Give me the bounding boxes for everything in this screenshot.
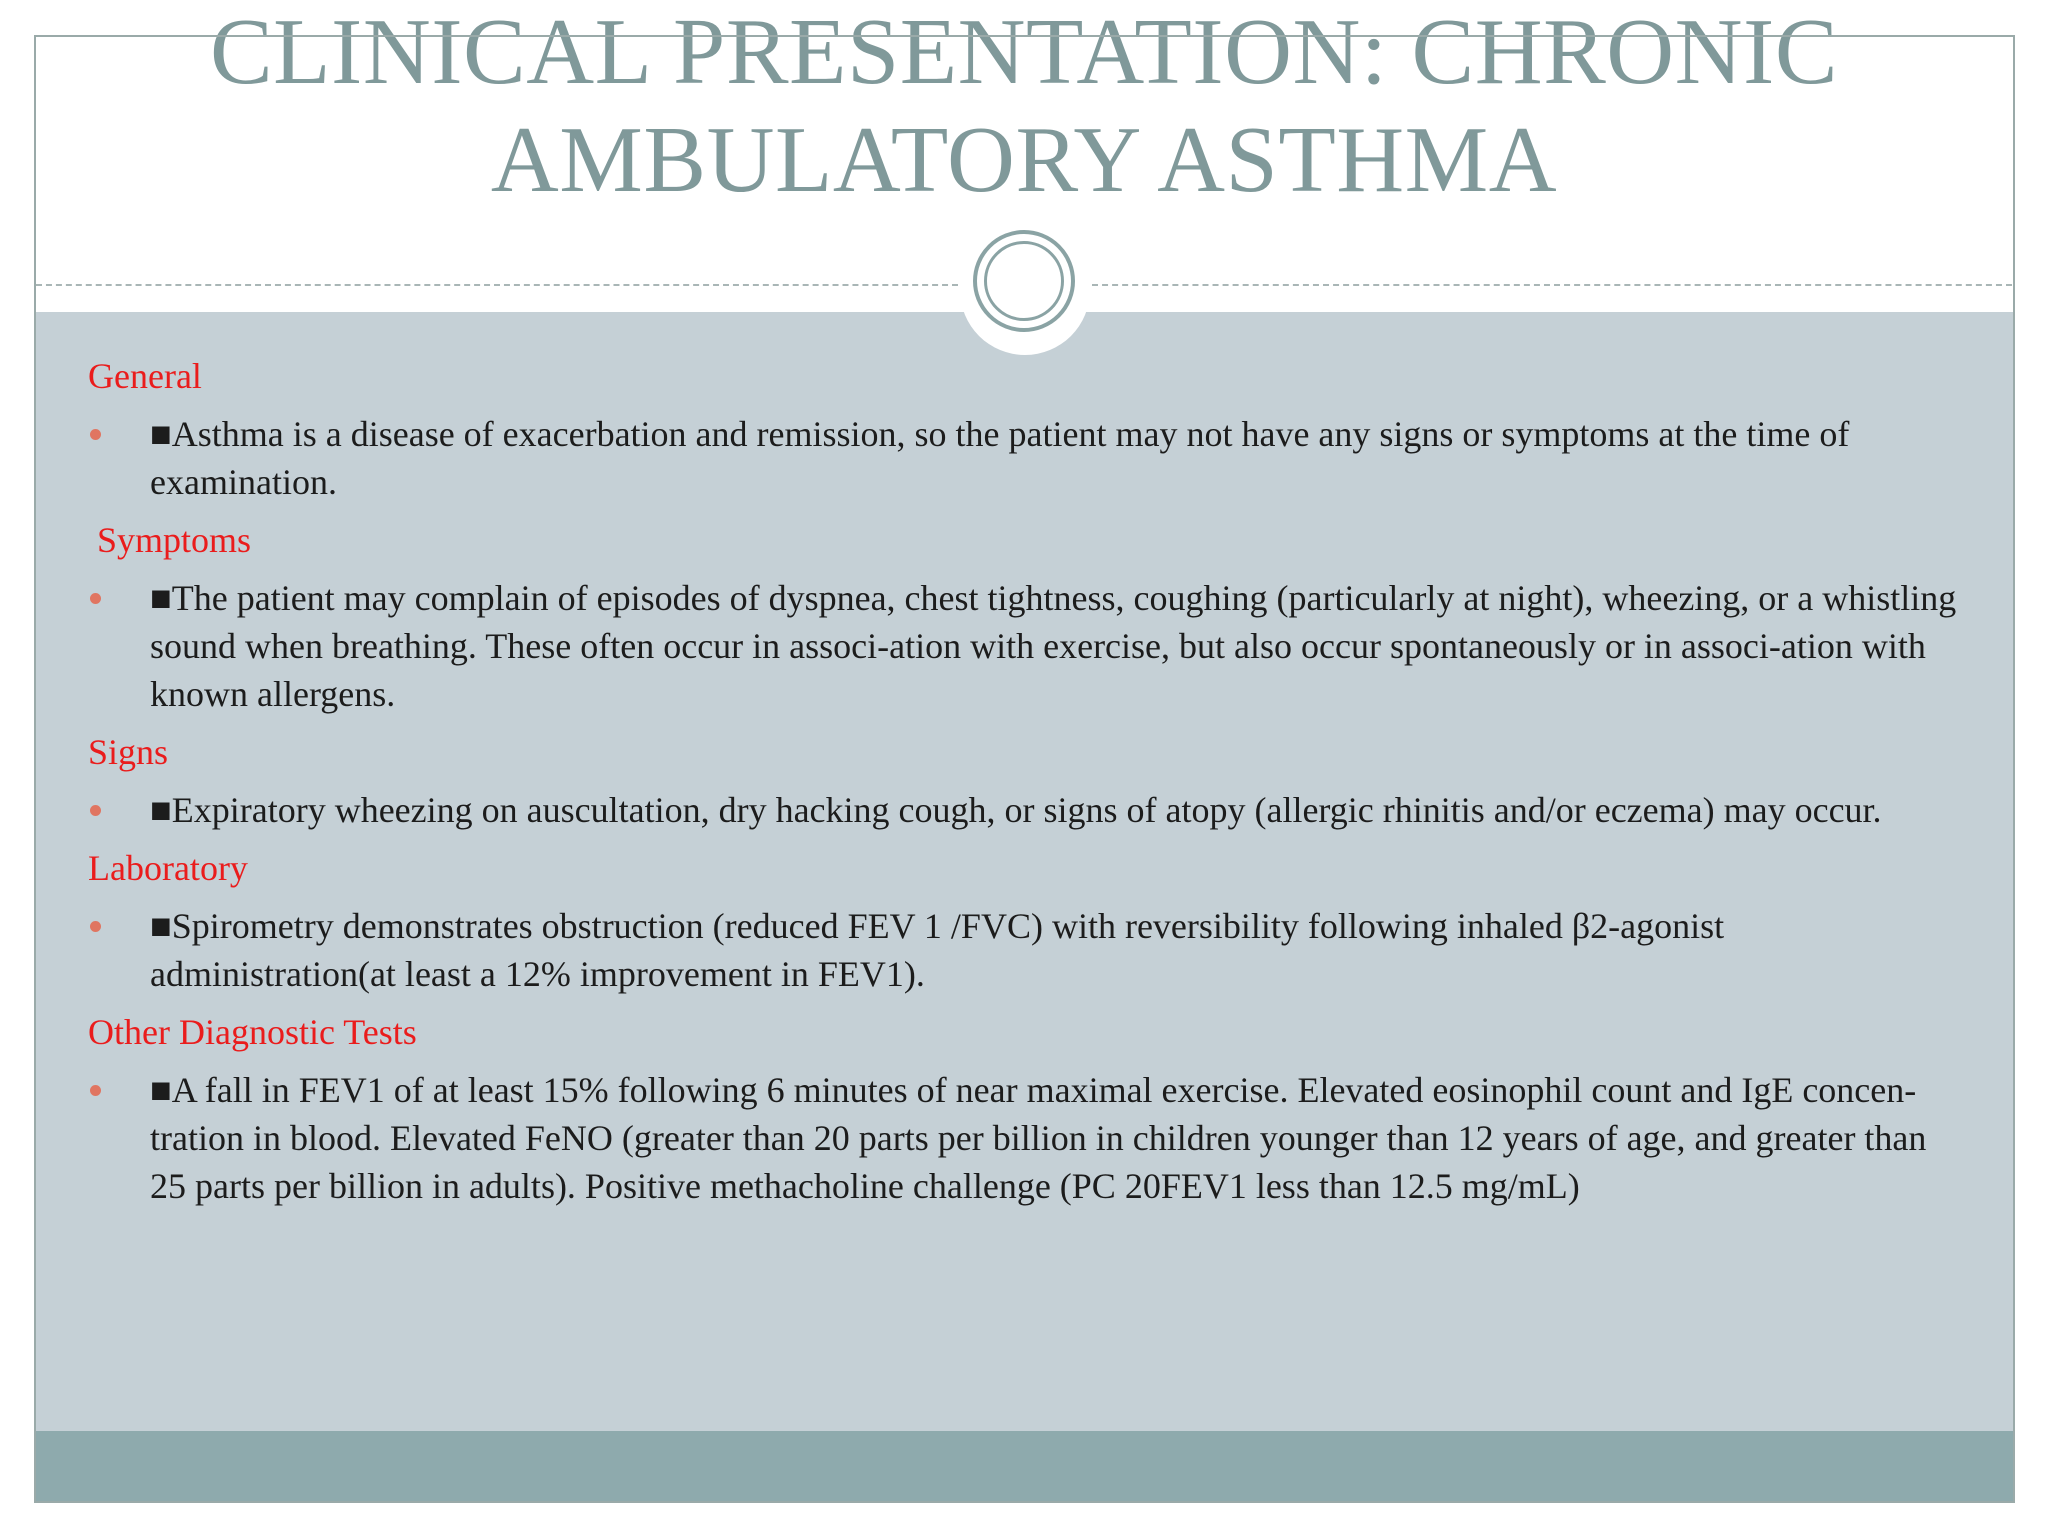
slide-body xyxy=(88,352,1968,1220)
bullet-item-general xyxy=(88,410,1958,506)
section-heading-other-diagnostic-tests: Other Diagnostic Tests xyxy=(88,1012,417,1052)
slide-title-line-1: CLINICAL PRESENTATION: CHRONIC xyxy=(209,0,1839,104)
bullet-text-signs: ■Expiratory wheezing on auscultation, dry hacking cough, or signs of atopy (allergic rhinitis and/or eczema) may occur. xyxy=(150,790,1882,830)
bullet-item-other-diagnostic-tests xyxy=(88,1066,1958,1210)
bullet-text-laboratory: ■Spirometry demonstrates obstruction (reduced FEV 1 /FVC) with reversibility following inhaled β2-agonist administration(at least a 12% improvement in FEV1). xyxy=(150,906,1725,994)
bullet-text-symptoms: ■The patient may complain of episodes of dyspnea, chest tightness, coughing (particularly at night), wheezing, or a whistling sound when breathing. These often occur in associ-ation with exercise, but also occur spontaneously or in associ-ation with known allergens. xyxy=(150,578,1957,714)
bullet-item-symptoms xyxy=(88,574,1958,718)
section-heading-signs: Signs xyxy=(88,732,169,772)
bullet-item-laboratory xyxy=(88,902,1958,998)
slide-title-line-2: AMBULATORY ASTHMA xyxy=(490,108,1558,212)
round-bullet-icon xyxy=(90,921,101,932)
section-heading-laboratory: Laboratory xyxy=(88,848,248,888)
round-bullet-icon xyxy=(90,593,101,604)
round-bullet-icon xyxy=(90,805,101,816)
round-bullet-icon xyxy=(90,1085,101,1096)
bullet-item-signs xyxy=(88,786,1958,834)
section-heading-general: General xyxy=(88,356,202,396)
round-bullet-icon xyxy=(90,429,101,440)
bullet-text-other-diagnostic-tests: ■A fall in FEV1 of at least 15% following 6 minutes of near maximal exercise. Elevated eosinophil count and IgE concen-tration in blood. Elevated FeNO (greater than 20 parts per billion in children younger than 12 years of age, and greater than 25 parts per billion in adults). Positive methacholine challenge (PC 20FEV1 less than 12.5 mg/mL) xyxy=(150,1070,1927,1206)
bullet-text-general: ■Asthma is a disease of exacerbation and remission, so the patient may not have any signs or symptoms at the time of examination. xyxy=(150,414,1850,502)
section-heading-symptoms: Symptoms xyxy=(88,520,252,560)
